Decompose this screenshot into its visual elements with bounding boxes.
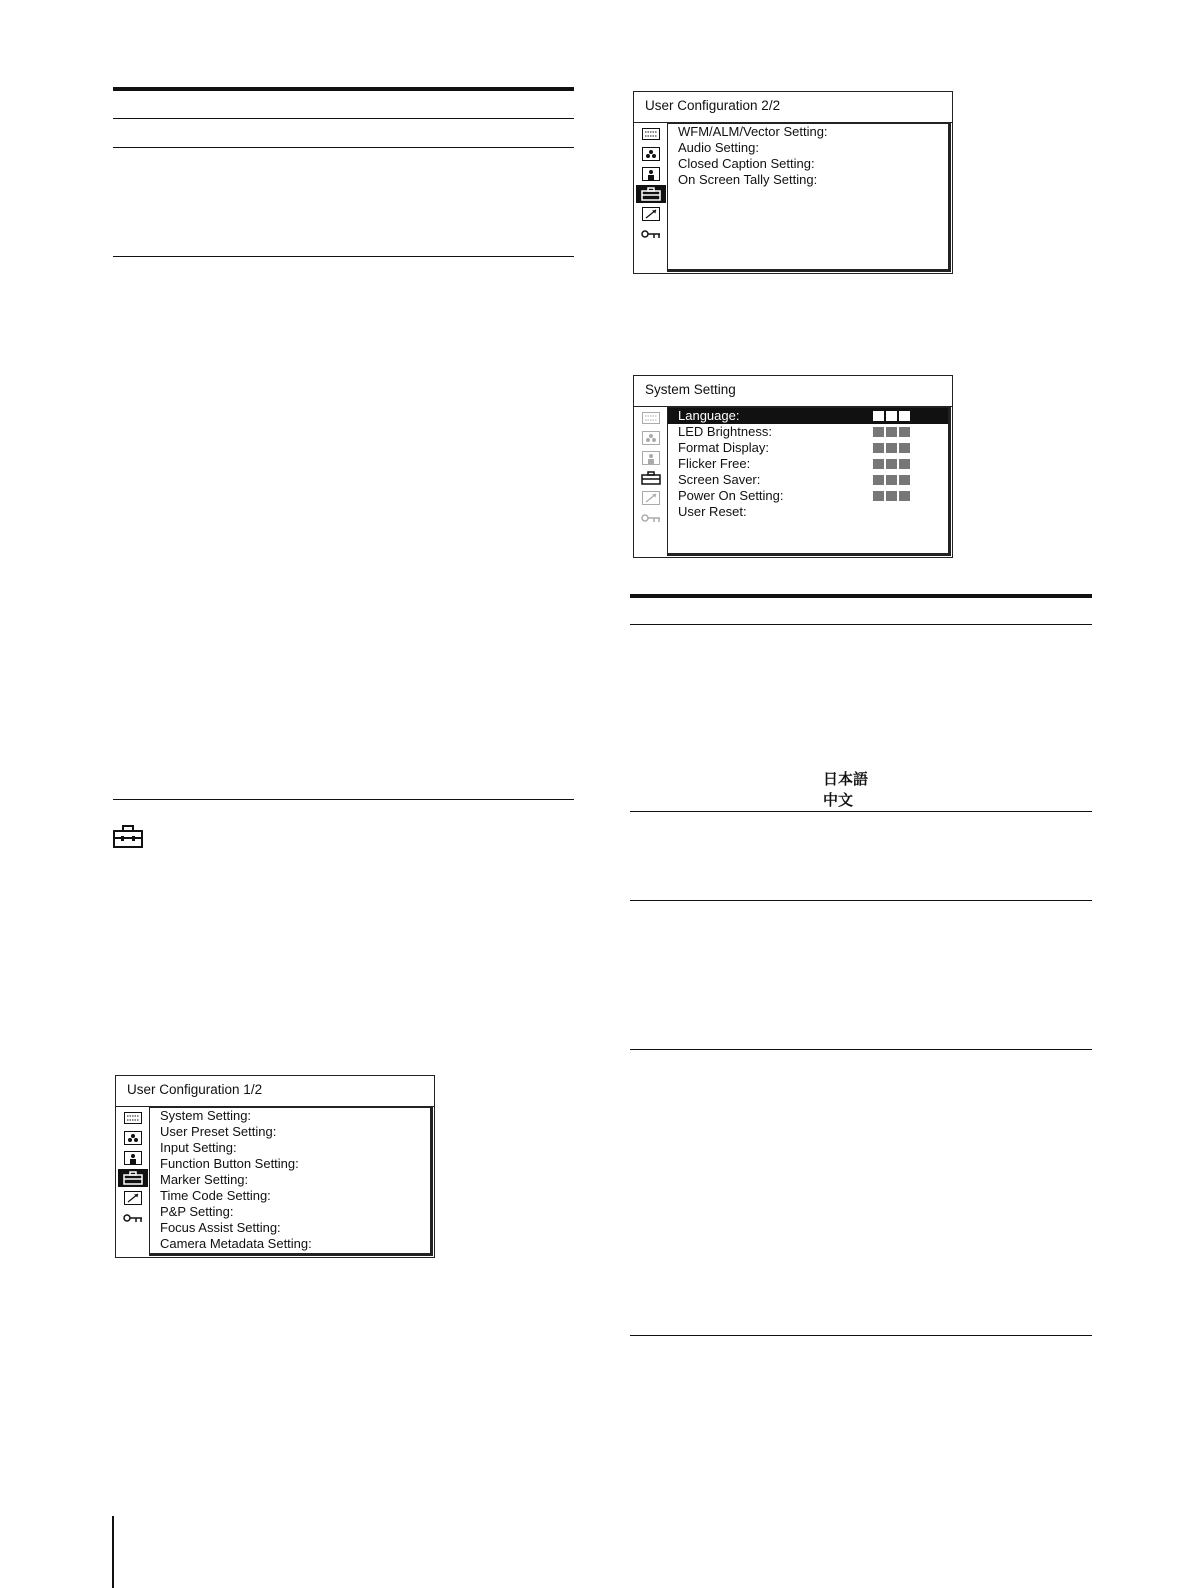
toolbox-icon[interactable]	[636, 469, 666, 487]
toolbox-icon[interactable]	[636, 185, 666, 203]
menu-title: User Configuration 1/2	[127, 1082, 263, 1097]
user-config-2-menu	[633, 91, 953, 274]
menu-item-label: Flicker Free:	[678, 456, 751, 471]
menu-item-label: Language:	[678, 408, 740, 423]
arrow-icon[interactable]	[636, 205, 666, 223]
menu-title: User Configuration 2/2	[645, 98, 781, 113]
menu-item[interactable]: Closed Caption Setting:	[678, 156, 815, 171]
menu-item[interactable]: User Preset Setting:	[160, 1124, 277, 1139]
right-table-rule	[630, 811, 1092, 812]
menu-item[interactable]: Focus Assist Setting:	[160, 1220, 281, 1235]
language-option-chinese: 中文	[823, 791, 854, 809]
user-icon[interactable]	[636, 449, 666, 467]
menu-item-label: Format Display:	[678, 440, 770, 455]
menu-item-selected[interactable]	[668, 408, 948, 424]
arrow-icon[interactable]	[636, 489, 666, 507]
menu-item[interactable]: System Setting:	[160, 1108, 252, 1123]
value-placeholder	[873, 459, 910, 469]
menu-panel	[667, 123, 951, 272]
left-table-rule	[113, 118, 574, 119]
menu-item[interactable]	[678, 488, 948, 504]
menu-item[interactable]	[678, 504, 948, 520]
menu-item[interactable]	[678, 440, 948, 456]
menu-item[interactable]: Audio Setting:	[678, 140, 759, 155]
menu-item[interactable]: Input Setting:	[160, 1140, 237, 1155]
value-placeholder	[873, 475, 910, 485]
menu-item[interactable]: On Screen Tally Setting:	[678, 172, 818, 187]
value-placeholder	[873, 443, 910, 453]
menu-panel	[149, 1107, 433, 1256]
key-icon[interactable]	[636, 225, 666, 243]
menu-item[interactable]	[678, 472, 948, 488]
status-icon[interactable]	[636, 409, 666, 427]
menu-item[interactable]: Function Button Setting:	[160, 1156, 299, 1171]
right-table-bottom-rule	[630, 1335, 1092, 1336]
icon-column	[635, 123, 667, 272]
menu-panel	[667, 407, 951, 556]
left-table-rule	[113, 147, 574, 148]
menu-title: System Setting	[645, 382, 736, 397]
color-icon[interactable]	[636, 429, 666, 447]
menu-item[interactable]	[678, 456, 948, 472]
menu-item-label: User Reset:	[678, 504, 747, 519]
menu-item-label: Screen Saver:	[678, 472, 761, 487]
right-table-rule	[630, 900, 1092, 901]
toolbox-icon[interactable]	[118, 1169, 148, 1187]
value-placeholder	[873, 491, 910, 501]
menu-item[interactable]: P&P Setting:	[160, 1204, 234, 1219]
value-placeholder	[873, 427, 910, 437]
system-setting-menu	[633, 375, 953, 558]
menu-item[interactable]: Marker Setting:	[160, 1172, 249, 1187]
key-icon[interactable]	[118, 1209, 148, 1227]
icon-column	[635, 407, 667, 556]
menu-item[interactable]: WFM/ALM/Vector Setting:	[678, 124, 828, 139]
user-icon[interactable]	[636, 165, 666, 183]
language-option-japanese: 日本語	[823, 770, 869, 788]
right-table-top-rule	[630, 594, 1092, 598]
icon-column	[117, 1107, 149, 1256]
left-section-rule	[113, 799, 574, 800]
color-icon[interactable]	[636, 145, 666, 163]
arrow-icon[interactable]	[118, 1189, 148, 1207]
user-config-1-menu	[115, 1075, 435, 1258]
menu-item[interactable]: Time Code Setting:	[160, 1188, 271, 1203]
menu-item[interactable]	[678, 424, 948, 440]
page-margin-line	[112, 1516, 114, 1588]
left-table-rule	[113, 256, 574, 257]
status-icon[interactable]	[636, 125, 666, 143]
right-table-rule	[630, 1049, 1092, 1050]
user-icon[interactable]	[118, 1149, 148, 1167]
menu-item-label: LED Brightness:	[678, 424, 772, 439]
status-icon[interactable]	[118, 1109, 148, 1127]
right-table-rule	[630, 624, 1092, 625]
menu-item[interactable]: Camera Metadata Setting:	[160, 1236, 312, 1251]
left-table-top-rule	[113, 87, 574, 91]
color-icon[interactable]	[118, 1129, 148, 1147]
value-placeholder	[873, 411, 910, 421]
toolbox-icon	[113, 825, 143, 854]
menu-item-label: Power On Setting:	[678, 488, 784, 503]
key-icon[interactable]	[636, 509, 666, 527]
